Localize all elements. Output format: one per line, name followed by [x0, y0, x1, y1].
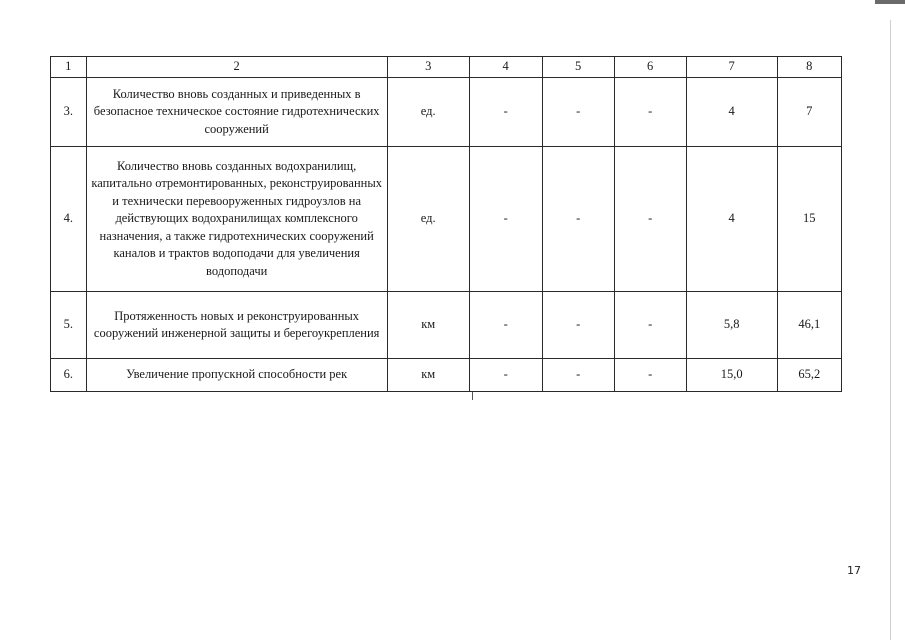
row-value-col4: - — [469, 147, 542, 292]
header-cell: 3 — [387, 57, 469, 78]
header-cell: 7 — [686, 57, 777, 78]
row-value-col8: 7 — [777, 78, 841, 147]
row-value-col6: - — [614, 292, 686, 359]
row-value-col6: - — [614, 359, 686, 392]
row-value-col5: - — [542, 359, 614, 392]
row-unit: км — [387, 359, 469, 392]
row-value-col4: - — [469, 78, 542, 147]
row-value-col5: - — [542, 78, 614, 147]
row-value-col8: 46,1 — [777, 292, 841, 359]
header-cell: 8 — [777, 57, 841, 78]
row-unit: ед. — [387, 147, 469, 292]
scan-artifact-mark — [875, 0, 905, 4]
table-row — [51, 78, 842, 147]
table-row — [51, 292, 842, 359]
header-cell: 5 — [542, 57, 614, 78]
row-value-col6: - — [614, 147, 686, 292]
row-value-col7: 5,8 — [686, 292, 777, 359]
row-value-col4: - — [469, 292, 542, 359]
row-value-col5: - — [542, 292, 614, 359]
row-value-col6: - — [614, 78, 686, 147]
scan-artifact-tick — [472, 392, 473, 400]
indicators-table — [50, 56, 842, 392]
row-unit: ед. — [387, 78, 469, 147]
row-number: 5. — [51, 292, 87, 359]
scan-artifact-edge — [890, 20, 891, 640]
row-value-col7: 15,0 — [686, 359, 777, 392]
header-cell: 1 — [51, 57, 87, 78]
header-cell: 6 — [614, 57, 686, 78]
row-number: 3. — [51, 78, 87, 147]
row-value-col4: - — [469, 359, 542, 392]
row-number: 4. — [51, 147, 87, 292]
page-number: 17 — [847, 564, 861, 577]
row-value-col8: 65,2 — [777, 359, 841, 392]
table-header-row — [51, 57, 842, 78]
row-unit: км — [387, 292, 469, 359]
row-description: Количество вновь созданных водохранилищ, капитально отремонтированных, реконструированных и технически перевооруженных гидроузлов на действующих водохранилищах комплексного назначения, а также гидротехнических сооружений каналов и трактов водоподачи для увеличения водоподачи — [86, 147, 387, 292]
row-value-col7: 4 — [686, 147, 777, 292]
row-description: Увеличение пропускной способности рек — [86, 359, 387, 392]
row-value-col8: 15 — [777, 147, 841, 292]
table-row — [51, 359, 842, 392]
row-description: Протяженность новых и реконструированных сооружений инженерной защиты и берегоукрепления — [86, 292, 387, 359]
table-row — [51, 147, 842, 292]
header-cell: 2 — [86, 57, 387, 78]
row-value-col7: 4 — [686, 78, 777, 147]
header-cell: 4 — [469, 57, 542, 78]
row-description: Количество вновь созданных и приведенных в безопасное техническое состояние гидротехнических сооружений — [86, 78, 387, 147]
row-number: 6. — [51, 359, 87, 392]
row-value-col5: - — [542, 147, 614, 292]
